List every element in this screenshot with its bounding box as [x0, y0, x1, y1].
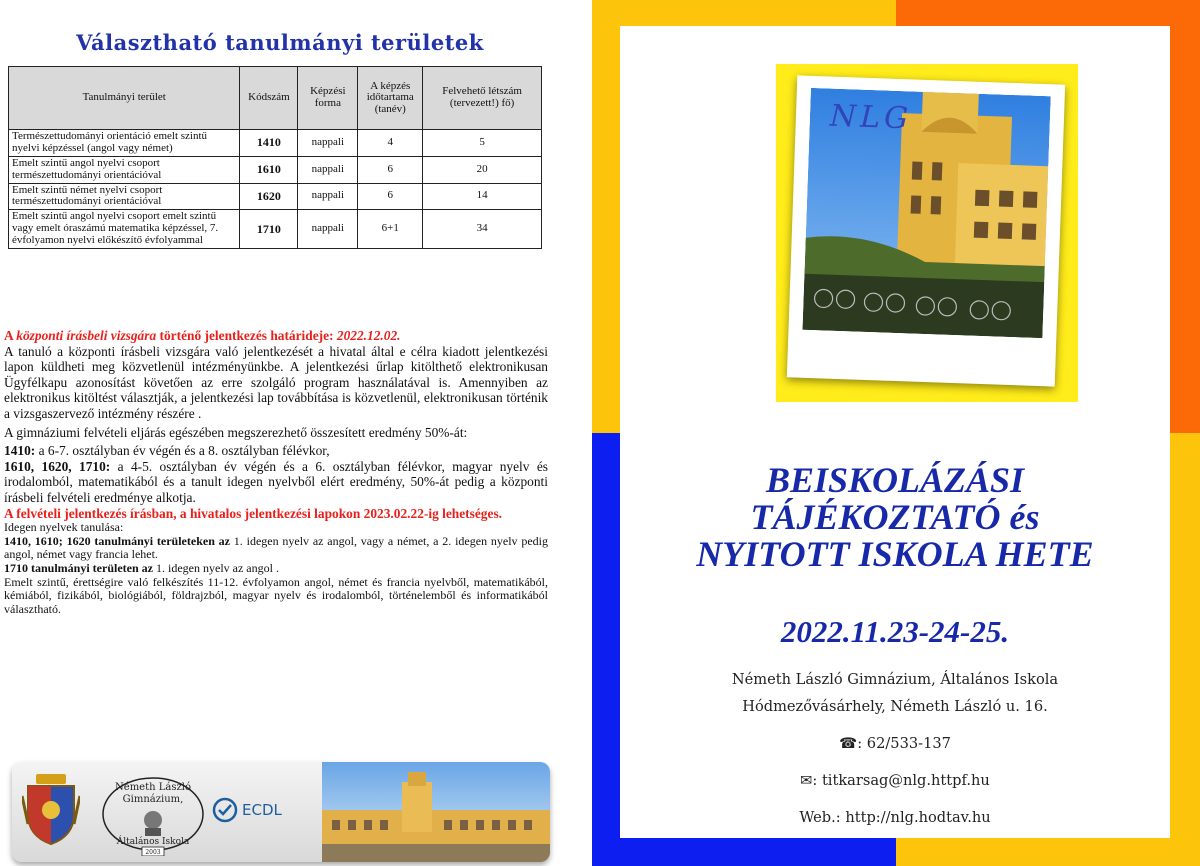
- photo-caption: NLG: [829, 98, 913, 137]
- cell-area: Emelt szintű angol nyelvi csoport emelt szintű vagy emelt óraszámú matematika képzéssel, 7. évfolyamon nyelvi előkészítő évfolyammal: [9, 210, 240, 249]
- school-building-photo: [322, 762, 550, 862]
- heading-line-1: BEISKOLÁZÁSI: [765, 460, 1025, 500]
- logo-strip: [12, 762, 550, 862]
- cell-count: 34: [423, 210, 542, 249]
- table-row: [9, 183, 542, 210]
- rule-1610: [4, 459, 548, 506]
- svg-text:Gimnázium,: Gimnázium,: [122, 794, 184, 805]
- left-page: [0, 0, 560, 866]
- header-code: Kódszám: [240, 67, 298, 130]
- deadline-mid: történő jelentkezés határideje:: [156, 328, 337, 343]
- cell-code: 1620: [240, 183, 298, 210]
- ecdl-logo: [212, 792, 312, 828]
- cell-duration: 4: [358, 130, 423, 157]
- city-crest-icon: [22, 774, 80, 846]
- svg-text:Németh László: Németh László: [115, 782, 191, 793]
- ecdl-icon: [212, 797, 238, 823]
- header-area: Tanulmányi terület: [9, 67, 240, 130]
- phone-number: : 62/533-137: [857, 735, 951, 752]
- deadline-date: 2022.12.02.: [336, 328, 401, 343]
- language-title: Idegen nyelvek tanulása:: [4, 520, 124, 535]
- rule-1610-code: 1610, 1620, 1710:: [4, 458, 111, 474]
- email-address[interactable]: : titkarsag@nlg.httpf.hu: [812, 772, 990, 789]
- heading-line-3: NYITOTT ISKOLA HETE: [696, 534, 1094, 574]
- cell-area: Emelt szintű német nyelvi csoport természettudományi orientációval: [9, 183, 240, 210]
- cell-form: nappali: [298, 156, 358, 183]
- advanced-paragraph: Emelt szintű, érettségire való felkészítés 11-12. évfolyamon angol, német és francia nyelvből, matematikából, kémiából, fizikából, biológiából, földrajzból, magyar nyelv és irodalomból, történelemből és informatikából választható.: [4, 574, 548, 616]
- email-line: [620, 767, 1170, 794]
- table-row: [9, 156, 542, 183]
- rule-1410-code: 1410:: [4, 443, 36, 459]
- language-rule-2-bold: 1710 tanulmányi területen az: [4, 560, 153, 575]
- event-date: 2022.11.23-24-25.: [780, 614, 1010, 649]
- cell-code: 1410: [240, 130, 298, 157]
- phone-icon: ☎: [839, 735, 858, 752]
- language-rule-2-text: 1. idegen nyelv az angol .: [153, 560, 279, 575]
- web-link[interactable]: Web.: http://nlg.hodtav.hu: [799, 809, 991, 826]
- study-areas-table: [8, 66, 542, 249]
- result-paragraph: A gimnáziumi felvételi eljárás egészében megszerezhető összesített eredmény 50%-át:: [4, 424, 468, 440]
- rule-1410-text: a 6-7. osztályban év végén és a 8. osztályban félévkor,: [35, 443, 330, 459]
- rule-1410: [4, 443, 548, 459]
- table-header-row: [9, 67, 542, 130]
- svg-text:Általános Iskola: Általános Iskola: [116, 837, 190, 847]
- school-name: Németh László Gimnázium, Általános Iskola: [731, 671, 1059, 688]
- cell-count: 14: [423, 183, 542, 210]
- info-text: [4, 328, 548, 616]
- cell-code: 1710: [240, 210, 298, 249]
- cell-form: nappali: [298, 210, 358, 249]
- language-rule-1-bold: 1410, 1610; 1620 tanulmányi területeken az: [4, 533, 230, 548]
- cell-area: Természettudományi orientáció emelt szintű nyelvi képzéssel (angol vagy német): [9, 130, 240, 157]
- cell-duration: 6: [358, 183, 423, 210]
- cell-count: 20: [423, 156, 542, 183]
- cell-form: nappali: [298, 130, 358, 157]
- school-address: Hódmezővásárhely, Németh László u. 16.: [742, 698, 1048, 715]
- deadline-italic: központi írásbeli vizsgára: [16, 328, 157, 343]
- cell-area: Emelt szintű angol nyelvi csoport természettudományi orientációval: [9, 156, 240, 183]
- svg-text:2003: 2003: [145, 849, 161, 856]
- phone-line: [620, 730, 1170, 757]
- right-page: [592, 0, 1200, 866]
- cell-form: nappali: [298, 183, 358, 210]
- contact-block: [620, 666, 1170, 831]
- deadline-pre: A: [4, 328, 17, 343]
- school-photo-frame: [787, 75, 1065, 386]
- rule-1610-text: a 4-5. osztályban év végén és a 6. osztályban félévkor, magyar nyelv és irodalomból, matematikából és a tanult idegen nyelvből elért eredmény, 50%-át pedig a központi írásbeli felvételi eredménye alkotja.: [4, 458, 548, 505]
- mailbox-icon: ✉: [800, 772, 813, 789]
- brochure-heading: [620, 462, 1170, 573]
- cell-count: 5: [423, 130, 542, 157]
- cell-code: 1610: [240, 156, 298, 183]
- school-seal-icon: [100, 768, 206, 856]
- language-rule-1: [4, 535, 548, 562]
- ecdl-label: ECDL: [242, 801, 282, 819]
- language-rule-2: [4, 562, 548, 576]
- table-row: [9, 210, 542, 249]
- header-duration: A képzés időtartama (tanév): [358, 67, 423, 130]
- header-form: Képzési forma: [298, 67, 358, 130]
- cover-panel: [620, 26, 1170, 838]
- cell-duration: 6+1: [358, 210, 423, 249]
- page-title: Választható tanulmányi területek: [76, 30, 484, 55]
- cell-duration: 6: [358, 156, 423, 183]
- deadline-line: [4, 328, 548, 344]
- application-deadline: A felvételi jelentkezés írásban, a hivatalos jelentkezési lapokon 2023.02.22-ig lehetséges.: [4, 505, 502, 521]
- heading-line-2: TÁJÉKOZTATÓ és: [750, 497, 1040, 537]
- apply-paragraph: A tanuló a központi írásbeli vizsgára való jelentkezését a hivatal által e célra kiadott jelentkezési lapon küldheti meg közvetlenül intézményünkbe. A jelentkezési űrlap kitölthető elektronikusan Ügyfélkapu azonosítást követően az erre szolgáló program használatával is. Amennyiben az elektronikus kitöltést választják, a jelentkezési lap továbbítása is közvetlenül, elektronikusan történik a vizsgaszervező intézmény részére .: [4, 343, 548, 421]
- table-row: [9, 130, 542, 157]
- language-rule-1-text: 1. idegen nyelv az angol, vagy a német, a 2. idegen nyelv pedig angol, német vagy francia lehet.: [4, 533, 548, 562]
- school-photo: [802, 88, 1050, 338]
- header-count: Felvehető létszám (tervezett!) fő): [423, 67, 542, 130]
